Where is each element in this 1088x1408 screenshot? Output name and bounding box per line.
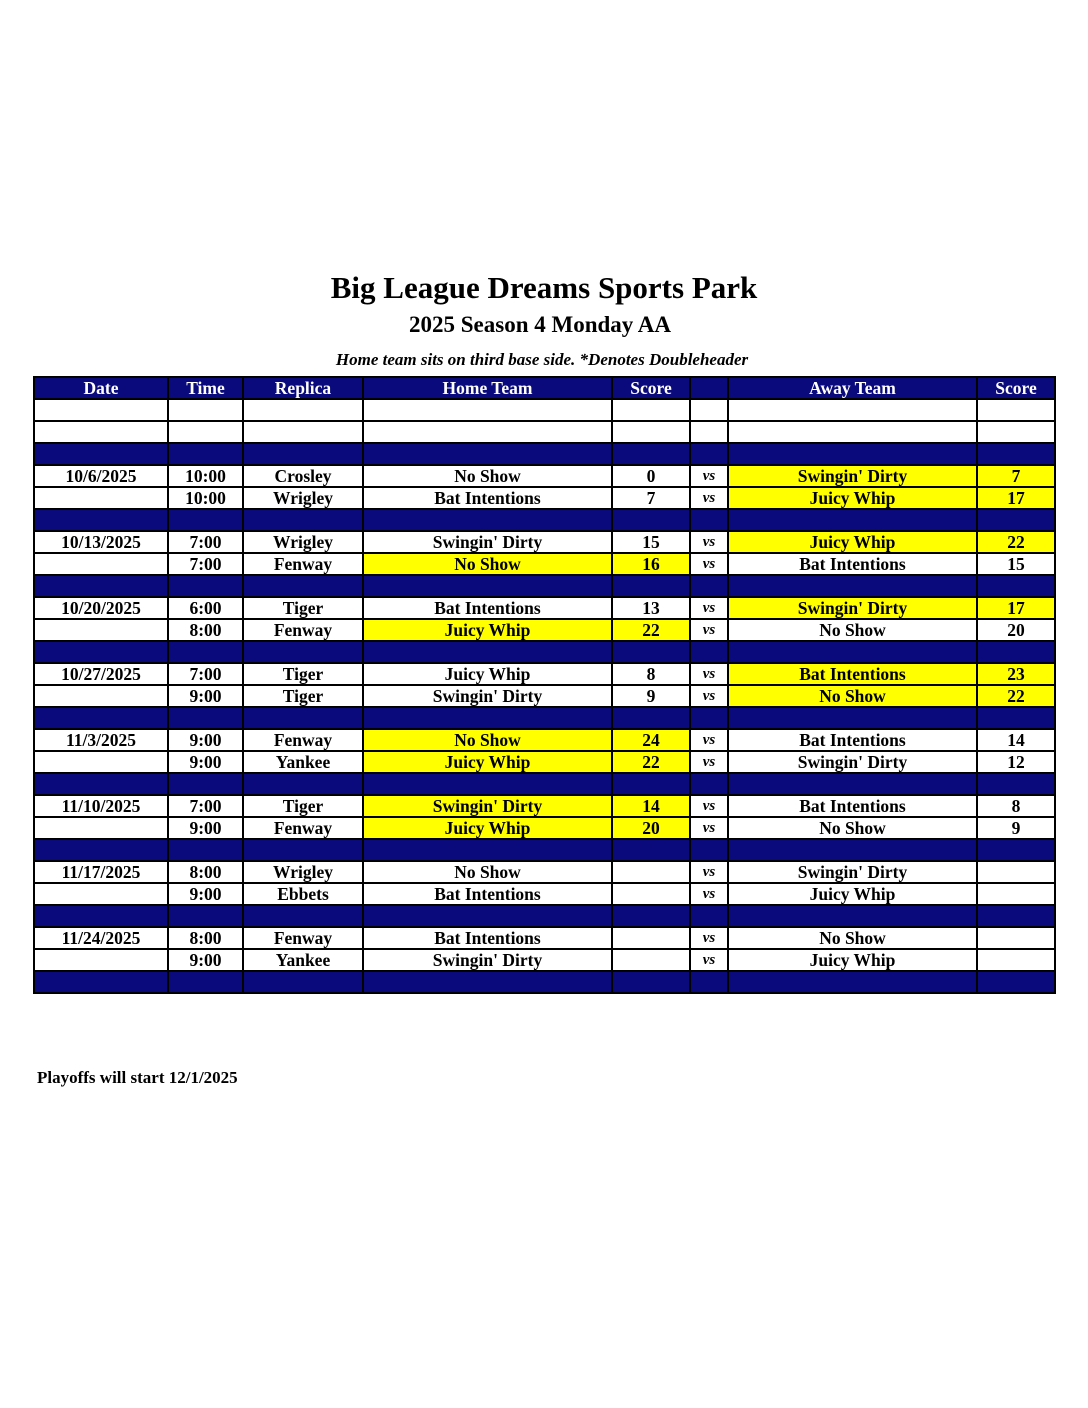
home-score-cell: 0 <box>612 465 690 487</box>
date-cell: 10/20/2025 <box>34 597 168 619</box>
away-score-cell <box>977 773 1055 795</box>
away-team-cell: Swingin' Dirty <box>728 751 977 773</box>
home-team-cell <box>363 443 612 465</box>
home-score-cell: 14 <box>612 795 690 817</box>
away-team-cell <box>728 443 977 465</box>
away-score-cell: 9 <box>977 817 1055 839</box>
playoffs-note: Playoffs will start 12/1/2025 <box>37 1068 238 1087</box>
home-score-cell <box>612 971 690 993</box>
separator-row <box>34 641 1055 663</box>
home-score-cell: 15 <box>612 531 690 553</box>
date-cell <box>34 685 168 707</box>
time-cell <box>168 509 243 531</box>
game-row <box>34 487 1055 509</box>
home-score-cell: 24 <box>612 729 690 751</box>
time-cell <box>168 399 243 421</box>
home-score-cell <box>612 861 690 883</box>
home-team-cell: Juicy Whip <box>363 817 612 839</box>
home-score-cell: 20 <box>612 817 690 839</box>
away-team-cell: Juicy Whip <box>728 883 977 905</box>
replica-cell: Tiger <box>243 795 363 817</box>
home-score-cell <box>612 421 690 443</box>
date-cell: 10/27/2025 <box>34 663 168 685</box>
schedule-body <box>34 399 1055 993</box>
away-team-cell <box>728 773 977 795</box>
schedule-note: Home team sits on third base side. *Denotes Doubleheader <box>335 350 749 369</box>
time-cell <box>168 905 243 927</box>
home-team-cell: Juicy Whip <box>363 619 612 641</box>
time-cell: 7:00 <box>168 663 243 685</box>
home-team-cell <box>363 773 612 795</box>
away-team-cell: Bat Intentions <box>728 663 977 685</box>
page-title: Big League Dreams Sports Park <box>330 270 758 305</box>
home-score-cell <box>612 949 690 971</box>
game-row <box>34 795 1055 817</box>
date-cell: 10/6/2025 <box>34 465 168 487</box>
vs-cell: vs <box>690 487 728 509</box>
replica-cell: Yankee <box>243 751 363 773</box>
vs-cell: vs <box>690 663 728 685</box>
time-cell: 10:00 <box>168 487 243 509</box>
home-team-cell <box>363 839 612 861</box>
replica-cell: Fenway <box>243 729 363 751</box>
time-cell: 9:00 <box>168 685 243 707</box>
replica-cell <box>243 421 363 443</box>
home-score-cell: 22 <box>612 619 690 641</box>
away-score-cell <box>977 927 1055 949</box>
home-team-cell: Swingin' Dirty <box>363 795 612 817</box>
date-cell <box>34 949 168 971</box>
game-row <box>34 861 1055 883</box>
game-row <box>34 597 1055 619</box>
time-cell: 8:00 <box>168 619 243 641</box>
time-cell <box>168 443 243 465</box>
away-team-cell <box>728 839 977 861</box>
vs-cell <box>690 773 728 795</box>
date-cell <box>34 399 168 421</box>
replica-cell <box>243 641 363 663</box>
vs-cell <box>690 421 728 443</box>
home-score-cell <box>612 399 690 421</box>
date-cell <box>34 751 168 773</box>
replica-cell: Wrigley <box>243 531 363 553</box>
away-team-cell: Juicy Whip <box>728 531 977 553</box>
vs-cell <box>690 707 728 729</box>
vs-cell: vs <box>690 553 728 575</box>
replica-cell: Tiger <box>243 663 363 685</box>
home-score-cell <box>612 773 690 795</box>
date-cell <box>34 817 168 839</box>
col-away-team-header: Away Team <box>728 377 977 399</box>
vs-cell <box>690 509 728 531</box>
away-score-cell: 17 <box>977 597 1055 619</box>
away-score-cell: 15 <box>977 553 1055 575</box>
game-row <box>34 553 1055 575</box>
date-cell <box>34 839 168 861</box>
away-score-cell <box>977 949 1055 971</box>
home-team-cell <box>363 905 612 927</box>
date-cell <box>34 883 168 905</box>
away-score-cell <box>977 905 1055 927</box>
vs-cell: vs <box>690 729 728 751</box>
away-team-cell: Juicy Whip <box>728 949 977 971</box>
replica-cell <box>243 971 363 993</box>
time-cell <box>168 575 243 597</box>
time-cell <box>168 641 243 663</box>
home-team-cell: No Show <box>363 729 612 751</box>
home-team-cell: No Show <box>363 861 612 883</box>
date-cell <box>34 575 168 597</box>
game-row <box>34 531 1055 553</box>
away-score-cell <box>977 509 1055 531</box>
home-score-cell <box>612 443 690 465</box>
away-score-cell: 20 <box>977 619 1055 641</box>
home-score-cell: 9 <box>612 685 690 707</box>
replica-cell: Wrigley <box>243 487 363 509</box>
home-team-cell: Bat Intentions <box>363 597 612 619</box>
time-cell: 6:00 <box>168 597 243 619</box>
replica-cell <box>243 773 363 795</box>
home-score-cell <box>612 575 690 597</box>
away-score-cell: 22 <box>977 685 1055 707</box>
date-cell <box>34 509 168 531</box>
home-team-cell <box>363 971 612 993</box>
empty-row <box>34 421 1055 443</box>
time-cell: 7:00 <box>168 553 243 575</box>
replica-cell <box>243 399 363 421</box>
home-team-cell: No Show <box>363 553 612 575</box>
time-cell: 9:00 <box>168 751 243 773</box>
time-cell <box>168 971 243 993</box>
away-team-cell <box>728 905 977 927</box>
time-cell: 9:00 <box>168 949 243 971</box>
time-cell: 8:00 <box>168 861 243 883</box>
home-score-cell: 8 <box>612 663 690 685</box>
away-team-cell: Bat Intentions <box>728 729 977 751</box>
game-row <box>34 883 1055 905</box>
home-score-cell: 7 <box>612 487 690 509</box>
away-team-cell: No Show <box>728 619 977 641</box>
game-row <box>34 663 1055 685</box>
home-team-cell: Juicy Whip <box>363 663 612 685</box>
vs-cell <box>690 443 728 465</box>
date-cell <box>34 443 168 465</box>
away-team-cell <box>728 641 977 663</box>
date-cell <box>34 487 168 509</box>
date-cell <box>34 971 168 993</box>
replica-cell: Crosley <box>243 465 363 487</box>
date-cell: 10/13/2025 <box>34 531 168 553</box>
col-time-header: Time <box>168 377 243 399</box>
game-row <box>34 685 1055 707</box>
col-date-header: Date <box>34 377 168 399</box>
schedule-table <box>33 376 1056 994</box>
away-team-cell: No Show <box>728 685 977 707</box>
replica-cell: Tiger <box>243 597 363 619</box>
vs-cell: vs <box>690 861 728 883</box>
vs-cell: vs <box>690 883 728 905</box>
replica-cell: Wrigley <box>243 861 363 883</box>
away-score-cell <box>977 443 1055 465</box>
home-team-cell <box>363 707 612 729</box>
time-cell <box>168 773 243 795</box>
vs-cell: vs <box>690 751 728 773</box>
away-team-cell: Swingin' Dirty <box>728 597 977 619</box>
home-team-cell: Swingin' Dirty <box>363 949 612 971</box>
date-cell <box>34 421 168 443</box>
game-row <box>34 949 1055 971</box>
away-team-cell <box>728 575 977 597</box>
home-score-cell <box>612 927 690 949</box>
date-cell: 11/10/2025 <box>34 795 168 817</box>
vs-cell <box>690 971 728 993</box>
home-team-cell <box>363 421 612 443</box>
home-score-cell <box>612 707 690 729</box>
replica-cell: Yankee <box>243 949 363 971</box>
time-cell: 9:00 <box>168 883 243 905</box>
date-cell <box>34 707 168 729</box>
time-cell: 9:00 <box>168 729 243 751</box>
away-score-cell <box>977 971 1055 993</box>
home-score-cell: 16 <box>612 553 690 575</box>
separator-row <box>34 509 1055 531</box>
away-score-cell <box>977 861 1055 883</box>
away-team-cell <box>728 399 977 421</box>
col-vs-header <box>690 377 728 399</box>
col-home-score-header: Score <box>612 377 690 399</box>
replica-cell: Fenway <box>243 553 363 575</box>
home-score-cell <box>612 641 690 663</box>
home-score-cell <box>612 905 690 927</box>
time-cell: 9:00 <box>168 817 243 839</box>
home-score-cell <box>612 839 690 861</box>
replica-cell: Fenway <box>243 817 363 839</box>
separator-row <box>34 905 1055 927</box>
col-away-score-header: Score <box>977 377 1055 399</box>
home-team-cell: Bat Intentions <box>363 883 612 905</box>
date-cell <box>34 553 168 575</box>
separator-row <box>34 839 1055 861</box>
date-cell: 11/3/2025 <box>34 729 168 751</box>
replica-cell: Fenway <box>243 619 363 641</box>
away-score-cell <box>977 421 1055 443</box>
date-cell <box>34 905 168 927</box>
home-score-cell: 13 <box>612 597 690 619</box>
away-score-cell: 7 <box>977 465 1055 487</box>
away-score-cell: 8 <box>977 795 1055 817</box>
away-team-cell: Juicy Whip <box>728 487 977 509</box>
home-team-cell <box>363 575 612 597</box>
away-score-cell <box>977 839 1055 861</box>
separator-row <box>34 707 1055 729</box>
away-score-cell <box>977 883 1055 905</box>
date-cell <box>34 619 168 641</box>
vs-cell: vs <box>690 685 728 707</box>
header-row <box>34 377 1055 399</box>
home-team-cell <box>363 509 612 531</box>
home-team-cell <box>363 641 612 663</box>
away-team-cell: Bat Intentions <box>728 795 977 817</box>
replica-cell: Ebbets <box>243 883 363 905</box>
date-cell <box>34 773 168 795</box>
vs-cell <box>690 575 728 597</box>
game-row <box>34 817 1055 839</box>
vs-cell <box>690 641 728 663</box>
away-team-cell <box>728 509 977 531</box>
vs-cell: vs <box>690 597 728 619</box>
game-row <box>34 751 1055 773</box>
col-home-team-header: Home Team <box>363 377 612 399</box>
separator-row <box>34 575 1055 597</box>
home-team-cell: Bat Intentions <box>363 487 612 509</box>
home-score-cell <box>612 883 690 905</box>
away-score-cell <box>977 707 1055 729</box>
away-score-cell <box>977 399 1055 421</box>
home-team-cell: Swingin' Dirty <box>363 531 612 553</box>
time-cell: 7:00 <box>168 795 243 817</box>
away-score-cell <box>977 575 1055 597</box>
time-cell: 10:00 <box>168 465 243 487</box>
game-row <box>34 465 1055 487</box>
home-team-cell: Juicy Whip <box>363 751 612 773</box>
vs-cell: vs <box>690 465 728 487</box>
away-score-cell: 23 <box>977 663 1055 685</box>
away-score-cell <box>977 641 1055 663</box>
empty-row <box>34 399 1055 421</box>
home-team-cell: Swingin' Dirty <box>363 685 612 707</box>
vs-cell <box>690 905 728 927</box>
away-team-cell: Bat Intentions <box>728 553 977 575</box>
replica-cell <box>243 509 363 531</box>
home-team-cell <box>363 399 612 421</box>
away-score-cell: 12 <box>977 751 1055 773</box>
date-cell <box>34 641 168 663</box>
game-row <box>34 729 1055 751</box>
away-team-cell: Swingin' Dirty <box>728 861 977 883</box>
away-team-cell: No Show <box>728 817 977 839</box>
vs-cell: vs <box>690 949 728 971</box>
separator-row <box>34 773 1055 795</box>
replica-cell <box>243 575 363 597</box>
away-team-cell <box>728 971 977 993</box>
time-cell <box>168 839 243 861</box>
vs-cell: vs <box>690 619 728 641</box>
away-team-cell: No Show <box>728 927 977 949</box>
vs-cell: vs <box>690 531 728 553</box>
date-cell: 11/17/2025 <box>34 861 168 883</box>
away-team-cell <box>728 707 977 729</box>
vs-cell: vs <box>690 795 728 817</box>
replica-cell <box>243 839 363 861</box>
vs-cell <box>690 399 728 421</box>
season-subtitle: 2025 Season 4 Monday AA <box>409 312 671 337</box>
separator-row <box>34 971 1055 993</box>
home-team-cell: No Show <box>363 465 612 487</box>
replica-cell <box>243 707 363 729</box>
date-cell: 11/24/2025 <box>34 927 168 949</box>
away-team-cell <box>728 421 977 443</box>
replica-cell <box>243 905 363 927</box>
time-cell <box>168 421 243 443</box>
game-row <box>34 927 1055 949</box>
time-cell <box>168 707 243 729</box>
away-team-cell: Swingin' Dirty <box>728 465 977 487</box>
vs-cell <box>690 839 728 861</box>
separator-row <box>34 443 1055 465</box>
home-score-cell: 22 <box>612 751 690 773</box>
replica-cell: Fenway <box>243 927 363 949</box>
col-replica-header: Replica <box>243 377 363 399</box>
home-team-cell: Bat Intentions <box>363 927 612 949</box>
vs-cell: vs <box>690 927 728 949</box>
replica-cell <box>243 443 363 465</box>
away-score-cell: 17 <box>977 487 1055 509</box>
replica-cell: Tiger <box>243 685 363 707</box>
away-score-cell: 22 <box>977 531 1055 553</box>
vs-cell: vs <box>690 817 728 839</box>
game-row <box>34 619 1055 641</box>
time-cell: 7:00 <box>168 531 243 553</box>
away-score-cell: 14 <box>977 729 1055 751</box>
time-cell: 8:00 <box>168 927 243 949</box>
home-score-cell <box>612 509 690 531</box>
